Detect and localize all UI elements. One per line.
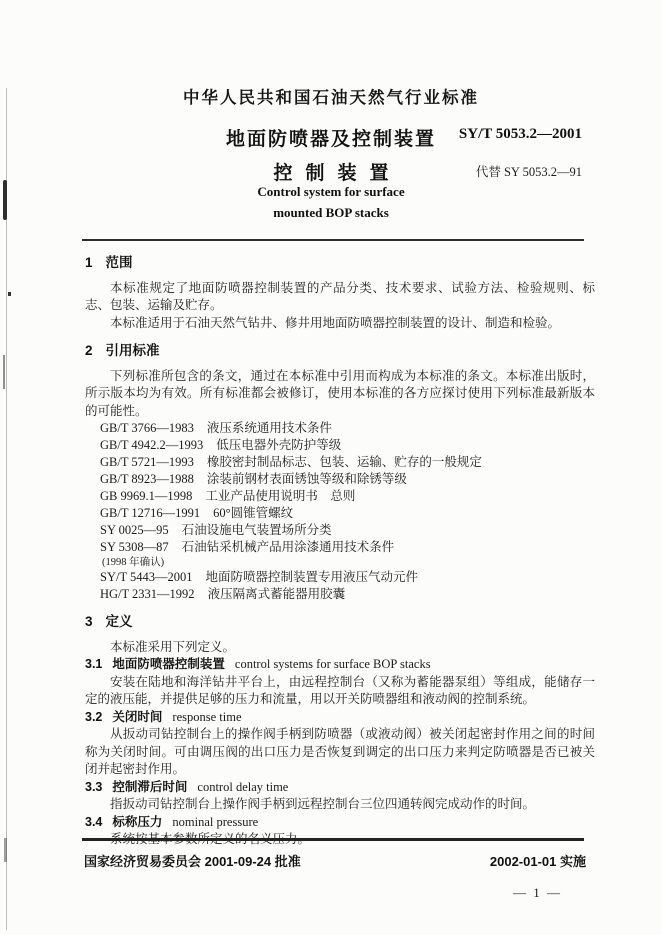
reference-item [85,437,595,454]
definition-number: 3.3 [85,779,103,794]
scope-paragraph-2: 本标准适用于石油天然气钻井、修井用地面防喷器控制装置的设计、制造和检验。 [110,315,561,330]
definition-term-heading [85,814,595,832]
implementation-text: 2002-01-01 实施 [489,854,586,869]
reference-title: 低压电器外壳防护等级 [216,438,342,452]
section-number: 2 [85,343,93,358]
definition-term-en: nominal pressure [172,814,259,829]
definition-number: 3.2 [85,709,103,724]
reference-item [85,586,595,603]
definition-term-en: control delay time [197,779,289,794]
definition-term-heading [85,656,595,674]
scan-artifact [4,838,7,862]
reference-code: GB/T 12716—1991 [100,506,201,520]
reference-title: 工业产品使用说明书 总则 [205,489,356,503]
document-title-en [0,181,662,223]
reference-title: 液压系统通用技术条件 [206,421,332,435]
header-divider-rule [82,239,584,241]
footer [84,851,586,870]
definition-term-heading [85,779,595,797]
reference-item [85,569,595,586]
definition-term-heading [85,709,595,727]
document-title-cn: 地面防喷器及控制装置 [225,129,436,150]
replaces-note: 代替 SY 5053.2—91 [475,165,582,179]
reference-item [85,454,595,471]
reference-title: 石油设施电气装置场所分类 [181,523,332,537]
reference-code: GB/T 4942.2—1993 [100,438,204,452]
document-number: SY/T 5053.2—2001 [458,126,582,142]
page-number: — 1 — [513,885,562,900]
section-title: 定义 [105,614,133,629]
reference-code: SY/T 5443—2001 [100,570,193,584]
reference-code: GB/T 5721—1993 [100,455,194,469]
reference-code: HG/T 2331—1992 [100,587,195,601]
reference-code: SY 0025—95 [100,523,169,537]
definition-term: 关闭时间 [112,709,163,724]
definition-term: 控制滞后时间 [112,779,188,794]
definition-body: 从扳动司钻控制台上的操作阀手柄到防喷器（或液动阀）被关闭起密封作用之间的时间称为关闭时间。可由调压阀的出口压力是否恢复到调定的出口压力来判定防喷器是否已被关闭并起密封作用。 [85,727,595,776]
reference-title: 60°圆锥管螺纹 [213,506,294,520]
document-subtitle-cn: 控制装置 [273,163,402,184]
definitions-intro: 本标准采用下列定义。 [110,639,236,654]
scan-artifact [8,292,11,296]
approval-text: 国家经济贸易委员会 2001-09-24 批准 [84,854,301,869]
section-title: 范围 [105,255,133,270]
standard-type-label: 中华人民共和国石油天然气行业标准 [183,89,479,107]
reference-item [85,505,595,522]
definition-number: 3.4 [85,814,103,829]
section-scope-heading [85,254,595,272]
document-body [85,250,595,849]
reference-title: 液压隔离式蓄能器用胶囊 [207,587,346,601]
definition-term-en: control systems for surface BOP stacks [234,657,431,671]
section-references-heading [85,342,595,360]
definition-number: 3.1 [85,657,103,671]
reference-item [85,471,595,488]
definition-body: 指扳动司钻控制台上操作阀手柄到远程控制台三位四通转阀完成动作的时间。 [110,797,536,811]
definition-body: 安装在陆地和海洋钻井平台上，由远程控制台（又称为蓄能器泵组）等组成，能储存一定的液压能，并提供足够的压力和流量，用以开关防喷器组和液动阀的控制系统。 [85,674,595,706]
section-number: 3 [85,614,93,629]
footer-divider-rule [82,838,584,841]
reference-item [85,522,595,539]
reference-title: 橡胶密封制品标志、包装、运输、贮存的一般规定 [206,455,482,469]
section-title: 引用标准 [105,343,160,358]
reference-code: GB 9969.1—1998 [100,489,193,503]
reference-code: GB/T 3766—1983 [100,421,194,435]
document-title-en-line1: Control system for surface [257,184,405,199]
references-intro: 下列标准所包含的条文，通过在本标准中引用而构成为本标准的条文。本标准出版时，所示版本均为有效。所有标准都会被修订，使用本标准的各方应探讨使用下列标准最新版本的可能性。 [85,368,595,418]
reference-title: 地面防喷器控制装置专用液压气动元件 [205,570,419,584]
section-number: 1 [85,255,93,270]
definition-term: 标称压力 [112,814,163,829]
reference-item [85,420,595,437]
definition-term-en: response time [172,709,242,724]
reference-item [85,488,595,505]
reference-confirm-note: (1998 年确认) [102,557,165,568]
scan-artifact [3,355,5,389]
definition-term: 地面防喷器控制装置 [112,657,225,671]
section-definitions-heading [85,613,595,631]
reference-code: SY 5308—87 [100,540,169,554]
reference-title: 石油钻采机械产品用涂漆通用技术条件 [181,540,395,554]
reference-code: GB/T 8923—1988 [100,472,194,486]
reference-title: 涂装前钢材表面锈蚀等级和除锈等级 [206,472,407,486]
scope-paragraph-1: 本标准规定了地面防喷器控制装置的产品分类、技术要求、试验方法、检验规则、标志、包装、运输及贮存。 [85,280,595,312]
document-title-en-line2: mounted BOP stacks [273,205,389,220]
reference-item [85,539,595,556]
